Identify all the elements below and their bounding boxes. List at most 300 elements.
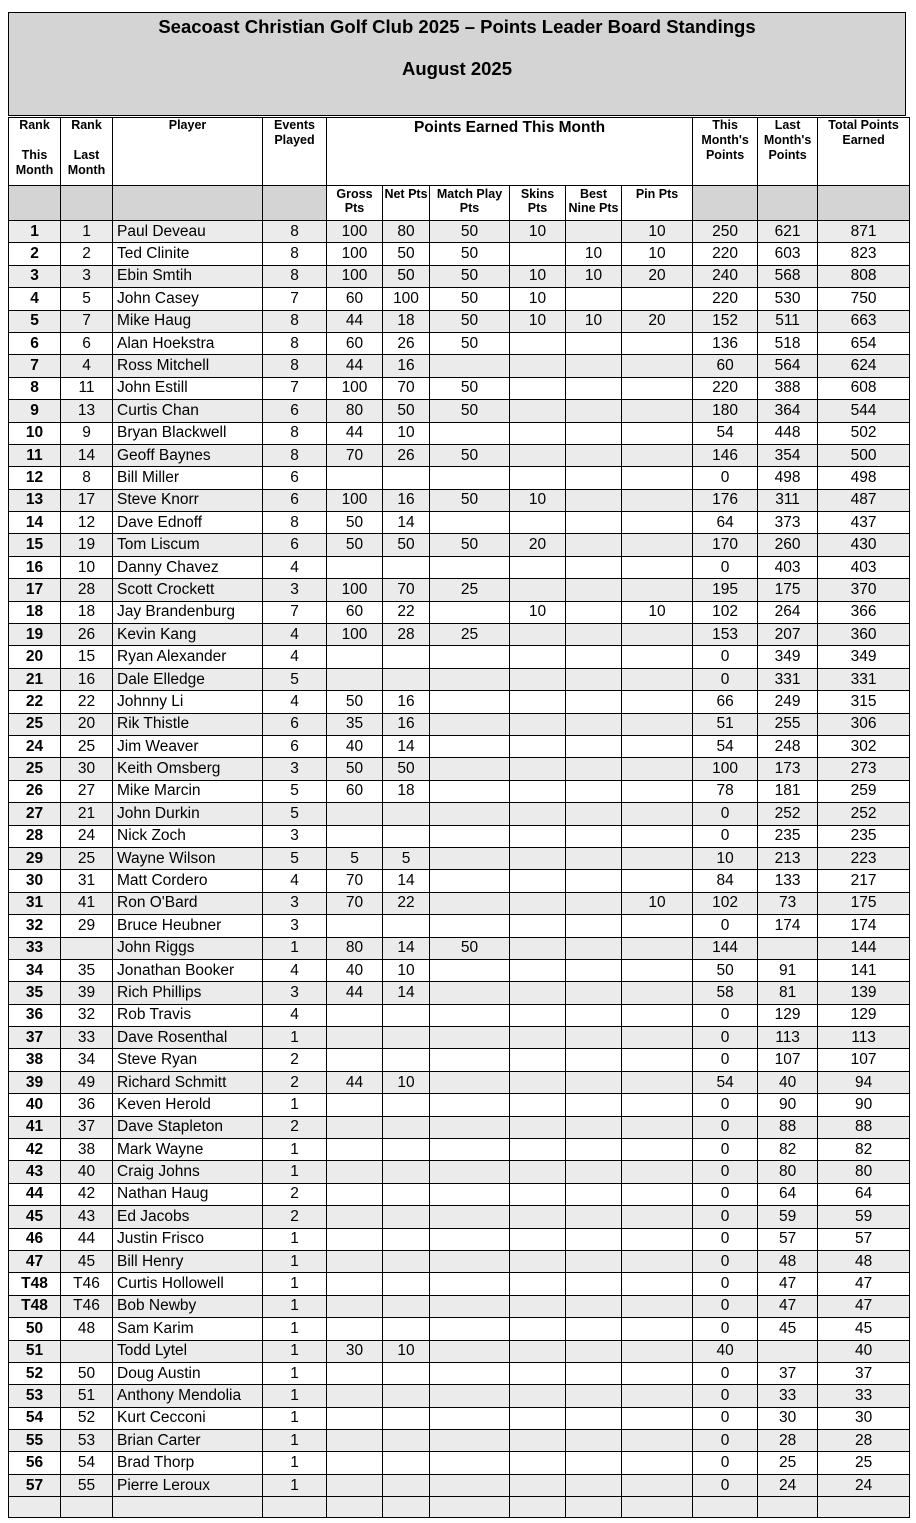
- cell-net-pts: 50: [383, 400, 430, 422]
- cell-match-play-pts: 50: [430, 444, 510, 466]
- cell-rank-last-month: [61, 937, 113, 959]
- cell-rank-last-month: 42: [61, 1183, 113, 1205]
- cell-best-nine-pts: [566, 221, 622, 243]
- cell-skins-pts: [510, 1228, 566, 1250]
- cell-gross-pts: [327, 556, 383, 578]
- table-row: [9, 735, 910, 757]
- cell-total-points: 500: [818, 444, 910, 466]
- cell-rank-this-month: 45: [9, 1206, 61, 1228]
- table-row: [9, 1071, 910, 1093]
- cell-skins-pts: [510, 870, 566, 892]
- cell-match-play-pts: [430, 1407, 510, 1429]
- cell-total-points: 129: [818, 1004, 910, 1026]
- cell-player-name: Nathan Haug: [113, 1183, 263, 1205]
- header-net-pts: Net Pts: [383, 186, 430, 221]
- cell-gross-pts: 70: [327, 892, 383, 914]
- table-row: [9, 803, 910, 825]
- cell-net-pts: [383, 467, 430, 489]
- cell-player-name: Jay Brandenburg: [113, 601, 263, 623]
- cell-this-month-points: 10: [693, 847, 758, 869]
- cell-net-pts: [383, 1385, 430, 1407]
- table-row: [9, 556, 910, 578]
- cell-last-month-points: 213: [758, 847, 818, 869]
- cell-events-played: 4: [263, 870, 327, 892]
- cell-events-played: 3: [263, 915, 327, 937]
- cell-pin-pts: [622, 1452, 693, 1474]
- cell-pin-pts: [622, 735, 693, 757]
- cell-pin-pts: [622, 758, 693, 780]
- cell-net-pts: [383, 1362, 430, 1384]
- cell-gross-pts: [327, 1116, 383, 1138]
- table-row: [9, 624, 910, 646]
- cell-gross-pts: 50: [327, 691, 383, 713]
- cell-net-pts: [383, 803, 430, 825]
- cell-match-play-pts: [430, 422, 510, 444]
- cell-pin-pts: [622, 1116, 693, 1138]
- cell-net-pts: 18: [383, 780, 430, 802]
- cell-rank-this-month: 26: [9, 780, 61, 802]
- cell-player-name: Jonathan Booker: [113, 959, 263, 981]
- cell-skins-pts: [510, 1116, 566, 1138]
- cell-best-nine-pts: [566, 713, 622, 735]
- cell-events-played: 1: [263, 1407, 327, 1429]
- cell-rank-last-month: [61, 1340, 113, 1362]
- footer-blank-cell: [758, 1497, 818, 1518]
- cell-total-points: 315: [818, 691, 910, 713]
- cell-gross-pts: 60: [327, 780, 383, 802]
- cell-events-played: 8: [263, 310, 327, 332]
- cell-rank-this-month: 14: [9, 512, 61, 534]
- cell-events-played: 2: [263, 1049, 327, 1071]
- cell-rank-last-month: 35: [61, 959, 113, 981]
- cell-last-month-points: 249: [758, 691, 818, 713]
- cell-this-month-points: 78: [693, 780, 758, 802]
- cell-this-month-points: 0: [693, 1228, 758, 1250]
- cell-last-month-points: 403: [758, 556, 818, 578]
- cell-gross-pts: [327, 1161, 383, 1183]
- cell-rank-last-month: 7: [61, 310, 113, 332]
- cell-last-month-points: 24: [758, 1474, 818, 1496]
- cell-events-played: 3: [263, 892, 327, 914]
- cell-skins-pts: [510, 1385, 566, 1407]
- cell-player-name: Dave Ednoff: [113, 512, 263, 534]
- cell-rank-this-month: 47: [9, 1250, 61, 1272]
- cell-this-month-points: 58: [693, 982, 758, 1004]
- cell-total-points: 252: [818, 803, 910, 825]
- cell-player-name: Todd Lytel: [113, 1340, 263, 1362]
- cell-skins-pts: 10: [510, 601, 566, 623]
- footer-blank-cell: [430, 1497, 510, 1518]
- subheader-blank: [61, 186, 113, 221]
- cell-rank-last-month: 49: [61, 1071, 113, 1093]
- cell-this-month-points: 144: [693, 937, 758, 959]
- table-row: [9, 467, 910, 489]
- cell-player-name: Bill Henry: [113, 1250, 263, 1272]
- cell-skins-pts: 10: [510, 221, 566, 243]
- table-row: [9, 1116, 910, 1138]
- cell-pin-pts: [622, 1474, 693, 1496]
- cell-events-played: 1: [263, 1250, 327, 1272]
- cell-skins-pts: [510, 556, 566, 578]
- cell-last-month-points: 47: [758, 1273, 818, 1295]
- cell-match-play-pts: [430, 847, 510, 869]
- cell-rank-last-month: T46: [61, 1273, 113, 1295]
- cell-rank-this-month: 37: [9, 1027, 61, 1049]
- cell-this-month-points: 170: [693, 534, 758, 556]
- cell-rank-this-month: 20: [9, 646, 61, 668]
- cell-gross-pts: 80: [327, 937, 383, 959]
- cell-total-points: 498: [818, 467, 910, 489]
- cell-skins-pts: [510, 892, 566, 914]
- cell-player-name: Mike Haug: [113, 310, 263, 332]
- cell-total-points: 80: [818, 1161, 910, 1183]
- header-rank-last-month: Rank Last Month: [61, 118, 113, 186]
- cell-skins-pts: [510, 579, 566, 601]
- cell-rank-last-month: 55: [61, 1474, 113, 1496]
- cell-pin-pts: [622, 1161, 693, 1183]
- cell-events-played: 2: [263, 1183, 327, 1205]
- cell-rank-last-month: 50: [61, 1362, 113, 1384]
- cell-rank-this-month: 39: [9, 1071, 61, 1093]
- cell-player-name: Anthony Mendolia: [113, 1385, 263, 1407]
- cell-skins-pts: [510, 1071, 566, 1093]
- cell-match-play-pts: [430, 668, 510, 690]
- cell-rank-last-month: 27: [61, 780, 113, 802]
- cell-best-nine-pts: 10: [566, 243, 622, 265]
- cell-events-played: 1: [263, 1139, 327, 1161]
- cell-best-nine-pts: [566, 1049, 622, 1071]
- cell-best-nine-pts: [566, 1206, 622, 1228]
- cell-best-nine-pts: [566, 1385, 622, 1407]
- cell-rank-this-month: 8: [9, 377, 61, 399]
- table-row: [9, 1161, 910, 1183]
- cell-total-points: 403: [818, 556, 910, 578]
- cell-gross-pts: 30: [327, 1340, 383, 1362]
- cell-this-month-points: 0: [693, 1295, 758, 1317]
- cell-pin-pts: [622, 959, 693, 981]
- cell-gross-pts: [327, 1318, 383, 1340]
- cell-skins-pts: [510, 400, 566, 422]
- cell-last-month-points: 64: [758, 1183, 818, 1205]
- table-row: [9, 1139, 910, 1161]
- table-row: [9, 332, 910, 354]
- cell-this-month-points: 0: [693, 1407, 758, 1429]
- table-row: [9, 892, 910, 914]
- cell-pin-pts: [622, 579, 693, 601]
- cell-total-points: 47: [818, 1273, 910, 1295]
- cell-rank-this-month: 19: [9, 624, 61, 646]
- cell-last-month-points: 331: [758, 668, 818, 690]
- cell-best-nine-pts: [566, 780, 622, 802]
- cell-player-name: John Casey: [113, 288, 263, 310]
- cell-match-play-pts: [430, 1161, 510, 1183]
- cell-rank-last-month: 8: [61, 467, 113, 489]
- cell-skins-pts: [510, 915, 566, 937]
- cell-gross-pts: 100: [327, 579, 383, 601]
- cell-last-month-points: 621: [758, 221, 818, 243]
- cell-net-pts: [383, 1250, 430, 1272]
- cell-rank-this-month: 43: [9, 1161, 61, 1183]
- cell-rank-this-month: 12: [9, 467, 61, 489]
- cell-rank-this-month: 13: [9, 489, 61, 511]
- footer-blank-cell: [113, 1497, 263, 1518]
- subheader-blank: [818, 186, 910, 221]
- cell-rank-this-month: 53: [9, 1385, 61, 1407]
- cell-events-played: 4: [263, 556, 327, 578]
- cell-player-name: Kevin Kang: [113, 624, 263, 646]
- cell-best-nine-pts: [566, 1228, 622, 1250]
- cell-gross-pts: [327, 1027, 383, 1049]
- cell-this-month-points: 102: [693, 601, 758, 623]
- cell-events-played: 3: [263, 579, 327, 601]
- cell-match-play-pts: [430, 1273, 510, 1295]
- cell-gross-pts: [327, 1139, 383, 1161]
- cell-skins-pts: [510, 1273, 566, 1295]
- cell-player-name: Wayne Wilson: [113, 847, 263, 869]
- cell-skins-pts: [510, 1452, 566, 1474]
- cell-best-nine-pts: [566, 534, 622, 556]
- cell-rank-last-month: 39: [61, 982, 113, 1004]
- cell-last-month-points: 518: [758, 332, 818, 354]
- cell-net-pts: 50: [383, 265, 430, 287]
- cell-total-points: 94: [818, 1071, 910, 1093]
- cell-rank-this-month: 27: [9, 803, 61, 825]
- cell-total-points: 223: [818, 847, 910, 869]
- cell-net-pts: 70: [383, 377, 430, 399]
- cell-match-play-pts: [430, 1228, 510, 1250]
- cell-net-pts: 14: [383, 982, 430, 1004]
- cell-pin-pts: [622, 489, 693, 511]
- cell-rank-last-month: 44: [61, 1228, 113, 1250]
- cell-gross-pts: [327, 646, 383, 668]
- subheader-blank: [693, 186, 758, 221]
- table-row: [9, 1362, 910, 1384]
- footer-blank-cell: [327, 1497, 383, 1518]
- cell-this-month-points: 0: [693, 1027, 758, 1049]
- cell-rank-this-month: 30: [9, 870, 61, 892]
- cell-gross-pts: 40: [327, 735, 383, 757]
- cell-match-play-pts: [430, 1094, 510, 1116]
- cell-last-month-points: 133: [758, 870, 818, 892]
- cell-total-points: 28: [818, 1430, 910, 1452]
- cell-match-play-pts: [430, 1049, 510, 1071]
- cell-pin-pts: [622, 1004, 693, 1026]
- cell-player-name: Brian Carter: [113, 1430, 263, 1452]
- cell-pin-pts: [622, 713, 693, 735]
- table-row: [9, 646, 910, 668]
- cell-match-play-pts: [430, 1206, 510, 1228]
- cell-pin-pts: 20: [622, 310, 693, 332]
- cell-player-name: Bob Newby: [113, 1295, 263, 1317]
- cell-last-month-points: 498: [758, 467, 818, 489]
- cell-rank-last-month: 9: [61, 422, 113, 444]
- cell-skins-pts: [510, 444, 566, 466]
- cell-total-points: 608: [818, 377, 910, 399]
- cell-rank-this-month: 32: [9, 915, 61, 937]
- cell-skins-pts: [510, 1161, 566, 1183]
- cell-rank-last-month: 54: [61, 1452, 113, 1474]
- cell-net-pts: 22: [383, 601, 430, 623]
- cell-best-nine-pts: [566, 915, 622, 937]
- cell-last-month-points: 264: [758, 601, 818, 623]
- cell-rank-last-month: 6: [61, 332, 113, 354]
- cell-net-pts: 5: [383, 847, 430, 869]
- cell-net-pts: 22: [383, 892, 430, 914]
- cell-skins-pts: [510, 780, 566, 802]
- cell-best-nine-pts: [566, 332, 622, 354]
- cell-net-pts: 26: [383, 444, 430, 466]
- cell-rank-last-month: 18: [61, 601, 113, 623]
- cell-rank-last-month: 29: [61, 915, 113, 937]
- cell-net-pts: [383, 1318, 430, 1340]
- cell-best-nine-pts: [566, 467, 622, 489]
- cell-player-name: Curtis Chan: [113, 400, 263, 422]
- cell-last-month-points: 252: [758, 803, 818, 825]
- cell-events-played: 2: [263, 1116, 327, 1138]
- cell-rank-this-month: 56: [9, 1452, 61, 1474]
- cell-last-month-points: 354: [758, 444, 818, 466]
- cell-pin-pts: [622, 422, 693, 444]
- cell-events-played: 1: [263, 1362, 327, 1384]
- cell-gross-pts: [327, 1250, 383, 1272]
- cell-skins-pts: [510, 937, 566, 959]
- cell-this-month-points: 0: [693, 1183, 758, 1205]
- cell-last-month-points: [758, 937, 818, 959]
- cell-gross-pts: 44: [327, 1071, 383, 1093]
- cell-last-month-points: 255: [758, 713, 818, 735]
- cell-match-play-pts: [430, 1474, 510, 1496]
- cell-rank-last-month: 38: [61, 1139, 113, 1161]
- cell-match-play-pts: 50: [430, 489, 510, 511]
- table-row: [9, 847, 910, 869]
- cell-rank-last-month: 45: [61, 1250, 113, 1272]
- cell-total-points: 273: [818, 758, 910, 780]
- cell-net-pts: [383, 1407, 430, 1429]
- cell-rank-this-month: 7: [9, 355, 61, 377]
- cell-this-month-points: 0: [693, 1385, 758, 1407]
- cell-events-played: 1: [263, 1228, 327, 1250]
- cell-this-month-points: 50: [693, 959, 758, 981]
- cell-net-pts: 14: [383, 512, 430, 534]
- cell-best-nine-pts: [566, 1318, 622, 1340]
- cell-last-month-points: 207: [758, 624, 818, 646]
- cell-rank-last-month: 30: [61, 758, 113, 780]
- cell-best-nine-pts: [566, 444, 622, 466]
- cell-best-nine-pts: [566, 982, 622, 1004]
- cell-pin-pts: [622, 646, 693, 668]
- cell-gross-pts: [327, 1004, 383, 1026]
- cell-rank-last-month: 51: [61, 1385, 113, 1407]
- header-rank-this-month: Rank This Month: [9, 118, 61, 186]
- cell-rank-this-month: 31: [9, 892, 61, 914]
- cell-rank-this-month: 46: [9, 1228, 61, 1250]
- cell-match-play-pts: [430, 1318, 510, 1340]
- table-row: [9, 780, 910, 802]
- table-row: [9, 534, 910, 556]
- cell-net-pts: 16: [383, 355, 430, 377]
- cell-match-play-pts: 50: [430, 534, 510, 556]
- cell-rank-this-month: 50: [9, 1318, 61, 1340]
- cell-total-points: 144: [818, 937, 910, 959]
- cell-match-play-pts: 50: [430, 400, 510, 422]
- cell-total-points: 88: [818, 1116, 910, 1138]
- cell-last-month-points: 311: [758, 489, 818, 511]
- cell-pin-pts: [622, 467, 693, 489]
- cell-last-month-points: 248: [758, 735, 818, 757]
- cell-this-month-points: 0: [693, 1362, 758, 1384]
- cell-this-month-points: 0: [693, 1206, 758, 1228]
- cell-this-month-points: 220: [693, 377, 758, 399]
- cell-net-pts: 16: [383, 691, 430, 713]
- cell-skins-pts: 10: [510, 265, 566, 287]
- cell-net-pts: 80: [383, 221, 430, 243]
- footer-blank-cell: [622, 1497, 693, 1518]
- cell-match-play-pts: [430, 1027, 510, 1049]
- cell-this-month-points: 0: [693, 646, 758, 668]
- cell-this-month-points: 100: [693, 758, 758, 780]
- cell-net-pts: 50: [383, 534, 430, 556]
- cell-rank-last-month: 32: [61, 1004, 113, 1026]
- cell-total-points: 624: [818, 355, 910, 377]
- cell-events-played: 8: [263, 243, 327, 265]
- cell-skins-pts: [510, 332, 566, 354]
- cell-gross-pts: 70: [327, 870, 383, 892]
- cell-this-month-points: 64: [693, 512, 758, 534]
- cell-match-play-pts: [430, 1340, 510, 1362]
- cell-this-month-points: 240: [693, 265, 758, 287]
- cell-this-month-points: 195: [693, 579, 758, 601]
- cell-rank-last-month: 3: [61, 265, 113, 287]
- cell-player-name: Danny Chavez: [113, 556, 263, 578]
- cell-gross-pts: 44: [327, 355, 383, 377]
- cell-player-name: Richard Schmitt: [113, 1071, 263, 1093]
- cell-match-play-pts: 25: [430, 579, 510, 601]
- cell-rank-last-month: 52: [61, 1407, 113, 1429]
- cell-net-pts: [383, 1183, 430, 1205]
- cell-rank-this-month: 5: [9, 310, 61, 332]
- cell-best-nine-pts: [566, 556, 622, 578]
- cell-rank-this-month: 2: [9, 243, 61, 265]
- cell-match-play-pts: [430, 1250, 510, 1272]
- cell-match-play-pts: 50: [430, 243, 510, 265]
- cell-rank-last-month: 10: [61, 556, 113, 578]
- cell-events-played: 1: [263, 1027, 327, 1049]
- cell-events-played: 8: [263, 512, 327, 534]
- cell-rank-this-month: 42: [9, 1139, 61, 1161]
- cell-best-nine-pts: [566, 959, 622, 981]
- cell-rank-this-month: 38: [9, 1049, 61, 1071]
- table-row: [9, 713, 910, 735]
- cell-gross-pts: [327, 915, 383, 937]
- cell-events-played: 1: [263, 1161, 327, 1183]
- cell-events-played: 6: [263, 534, 327, 556]
- cell-events-played: 2: [263, 1206, 327, 1228]
- table-row: [9, 1452, 910, 1474]
- cell-best-nine-pts: [566, 579, 622, 601]
- cell-pin-pts: [622, 1206, 693, 1228]
- cell-match-play-pts: [430, 512, 510, 534]
- cell-pin-pts: [622, 1407, 693, 1429]
- cell-match-play-pts: [430, 1385, 510, 1407]
- subheader-blank: [758, 186, 818, 221]
- footer-blank-cell: [383, 1497, 430, 1518]
- cell-total-points: 141: [818, 959, 910, 981]
- cell-best-nine-pts: [566, 1362, 622, 1384]
- cell-skins-pts: [510, 1004, 566, 1026]
- cell-pin-pts: [622, 915, 693, 937]
- cell-match-play-pts: [430, 982, 510, 1004]
- cell-last-month-points: 30: [758, 1407, 818, 1429]
